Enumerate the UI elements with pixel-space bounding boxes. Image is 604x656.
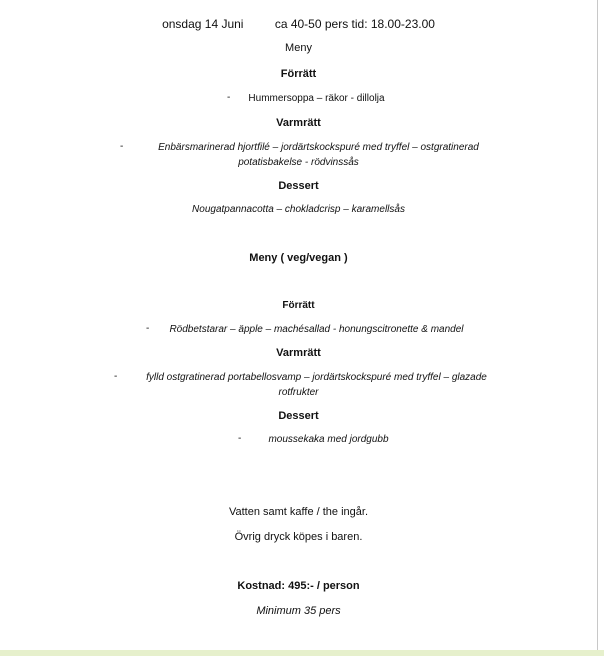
drinks-bar: Övrig dryck köpes i baren.: [234, 531, 363, 543]
veg-main-item-line-1: fylld ostgratinerad portabellosvamp – jordärtskockspuré med tryffel – glazade: [146, 372, 487, 383]
veg-dessert-item: moussekaka med jordgubb: [268, 434, 389, 445]
viewer-background: [0, 650, 604, 656]
main-item-line-1: Enbärsmarinerad hjortfilé – jordärtskockspuré med tryffel – ostgratinerad: [158, 142, 479, 153]
bullet-dash: -: [120, 141, 124, 152]
bullet-dash: -: [238, 433, 242, 444]
page-edge: [597, 0, 598, 650]
main-item-line-2: potatisbakelse - rödvinssås: [238, 157, 359, 168]
event-date: onsdag 14 Juni: [162, 17, 244, 31]
price: Kostnad: 495:- / person: [237, 580, 360, 592]
bullet-dash: -: [114, 371, 118, 382]
menu-title: Meny: [285, 42, 312, 54]
starter-heading: Förrätt: [280, 68, 317, 80]
event-header: [0, 17, 597, 31]
minimum-guests: Minimum 35 pers: [256, 605, 341, 617]
dessert-item: Nougatpannacotta – chokladcrisp – karamellsås: [192, 204, 405, 215]
veg-dessert-heading: Dessert: [278, 410, 319, 422]
event-details: ca 40-50 pers tid: 18.00-23.00: [274, 17, 435, 31]
bullet-dash: -: [146, 323, 150, 334]
starter-item: Hummersoppa – räkor - dillolja: [248, 93, 385, 104]
main-heading: Varmrätt: [276, 117, 321, 129]
veg-starter-item: Rödbetstarar – äpple – machésallad - honungscitronette & mandel: [169, 324, 464, 335]
veg-menu-title: Meny ( veg/vegan ): [249, 252, 348, 264]
drinks-included: Vatten samt kaffe / the ingår.: [228, 506, 368, 518]
veg-main-heading: Varmrätt: [276, 347, 321, 359]
veg-starter-heading: Förrätt: [282, 300, 315, 311]
veg-main-item-line-2: rotfrukter: [278, 387, 319, 398]
bullet-dash: -: [227, 92, 231, 103]
dessert-heading: Dessert: [278, 180, 319, 192]
